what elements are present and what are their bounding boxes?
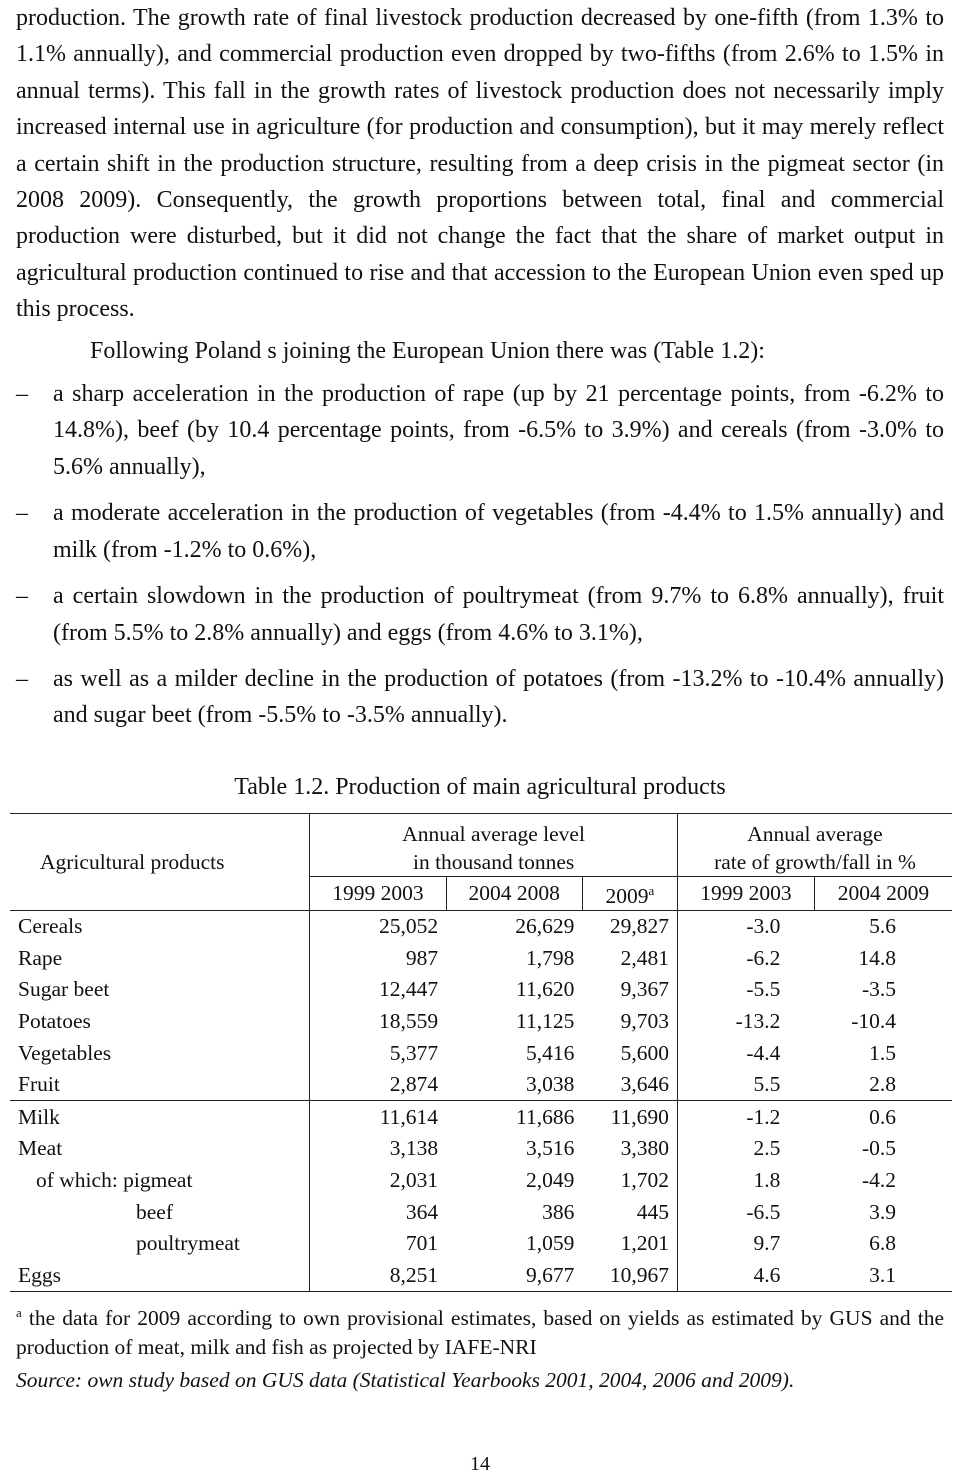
level-2004-2008: 11,620 bbox=[516, 977, 575, 1002]
table-row bbox=[10, 1228, 952, 1260]
list-item-text: a certain slowdown in the production of poultrymeat (from 9.7% to 6.8% annually), fruit (from 5.5% to 2.8% annually) and eggs (from 4.6% to 3.1%), bbox=[53, 583, 944, 646]
growth-1999-2003: 5.5 bbox=[753, 1072, 781, 1097]
level-1999-2003: 18,559 bbox=[378, 1008, 439, 1033]
column-header-products: Agricultural products bbox=[10, 813, 310, 910]
table-row bbox=[10, 974, 952, 1006]
level-2009: 9,703 bbox=[582, 1006, 677, 1038]
product-name: Potatoes bbox=[10, 1006, 310, 1038]
level-1999-2003: 12,447 bbox=[378, 977, 439, 1002]
product-name: of which: pigmeat bbox=[10, 1165, 310, 1197]
growth-1999-2003: -6.2 bbox=[746, 945, 781, 970]
list-item-text: a moderate acceleration in the production of vegetables (from -4.4% to 1.5% annually) and milk (from -1.2% to 0.6%), bbox=[53, 500, 944, 563]
column-group-growth bbox=[677, 813, 952, 876]
column-group-level bbox=[310, 813, 678, 876]
growth-1999-2003: -13.2 bbox=[735, 1008, 781, 1033]
table-row bbox=[10, 1069, 952, 1101]
level-2004-2008: 2,049 bbox=[525, 1167, 575, 1192]
level-2009: 1,702 bbox=[582, 1165, 677, 1197]
level-2004-2008: 3,516 bbox=[525, 1136, 575, 1161]
dash-bullet-icon: – bbox=[16, 583, 28, 610]
subheader-growth-2004-2009: 2004 2009 bbox=[837, 881, 930, 906]
level-2009: 11,690 bbox=[582, 1101, 677, 1133]
subheader-level-2004-2008: 2004 2008 bbox=[446, 876, 582, 910]
level-2004-2008: 3,038 bbox=[525, 1072, 575, 1097]
level-2004-2008: 11,125 bbox=[516, 1008, 575, 1033]
footnote-text: the data for 2009 according to own provisional estimates, based on yields as estimated by GUS and the production of meat, milk and fish as projected by IAFE-NRI bbox=[16, 1306, 944, 1360]
subheader-growth-1999-2003: 1999 2003 bbox=[677, 876, 814, 910]
level-2004-2008: 5,416 bbox=[525, 1040, 575, 1065]
level-1999-2003: 701 bbox=[405, 1231, 439, 1256]
product-name: poultrymeat bbox=[10, 1228, 310, 1260]
product-name: Fruit bbox=[10, 1069, 310, 1101]
table-row bbox=[10, 1165, 952, 1197]
level-2009: 29,827 bbox=[582, 910, 677, 942]
growth-1999-2003: 9.7 bbox=[753, 1231, 781, 1256]
growth-1999-2003: -4.4 bbox=[746, 1040, 781, 1065]
level-1999-2003: 3,138 bbox=[389, 1136, 439, 1161]
footnote-marker: a bbox=[16, 1305, 22, 1320]
level-2004-2008: 1,798 bbox=[525, 945, 575, 970]
list-item bbox=[16, 495, 944, 568]
list-item bbox=[16, 661, 944, 734]
level-2009: 9,367 bbox=[582, 974, 677, 1006]
level-1999-2003: 8,251 bbox=[389, 1262, 439, 1287]
group-growth-line-1: Annual average bbox=[747, 821, 883, 846]
bullet-list bbox=[16, 376, 944, 734]
product-name: Eggs bbox=[10, 1259, 310, 1291]
page-number: 14 bbox=[470, 1453, 490, 1475]
group-level-line-2: in thousand tonnes bbox=[412, 849, 575, 874]
level-1999-2003: 25,052 bbox=[378, 914, 439, 939]
table-row bbox=[10, 1196, 952, 1228]
level-1999-2003: 5,377 bbox=[389, 1040, 439, 1065]
body-paragraph-2: Following Poland s joining the European Union there was (Table 1.2): bbox=[90, 337, 765, 364]
growth-2004-2009: 5.6 bbox=[869, 914, 896, 939]
table-footnote bbox=[16, 1298, 944, 1362]
document-page bbox=[16, 0, 944, 1395]
table-caption: Table 1.2. Production of main agricultural products bbox=[234, 773, 726, 800]
table-row bbox=[10, 1037, 952, 1069]
table-row bbox=[10, 1101, 952, 1133]
dash-bullet-icon: – bbox=[16, 500, 28, 527]
growth-2004-2009: -10.4 bbox=[851, 1008, 896, 1033]
level-2009: 1,201 bbox=[582, 1228, 677, 1260]
growth-1999-2003: -1.2 bbox=[677, 1101, 814, 1133]
growth-2004-2009: 1.5 bbox=[869, 1040, 896, 1065]
product-name: Rape bbox=[10, 942, 310, 974]
production-table bbox=[10, 813, 952, 1292]
group-growth-line-2: rate of growth/fall in % bbox=[714, 849, 916, 874]
growth-2004-2009: 6.8 bbox=[869, 1231, 896, 1256]
table-row bbox=[10, 1006, 952, 1038]
group-level-line-1: Annual average level bbox=[402, 821, 585, 846]
table-row bbox=[10, 1259, 952, 1291]
growth-2004-2009: -0.5 bbox=[861, 1136, 896, 1161]
level-2009: 445 bbox=[582, 1196, 677, 1228]
table-row bbox=[10, 1133, 952, 1165]
product-name: Sugar beet bbox=[10, 974, 310, 1006]
growth-2004-2009: 0.6 bbox=[814, 1101, 952, 1133]
level-2004-2008: 1,059 bbox=[525, 1231, 575, 1256]
level-1999-2003: 2,031 bbox=[389, 1167, 439, 1192]
level-2009: 3,646 bbox=[582, 1069, 677, 1101]
product-name: beef bbox=[10, 1196, 310, 1228]
dash-bullet-icon: – bbox=[16, 381, 28, 408]
list-item bbox=[16, 578, 944, 651]
list-item bbox=[16, 376, 944, 485]
product-name: Milk bbox=[10, 1101, 310, 1133]
source-note: Source: own study based on GUS data (Statistical Yearbooks 2001, 2004, 2006 and 2009). bbox=[16, 1368, 795, 1393]
subheader-2009-text: 2009 bbox=[605, 883, 649, 908]
level-2004-2008: 26,629 bbox=[515, 914, 575, 939]
growth-2004-2009: 14.8 bbox=[858, 945, 896, 970]
level-2009: 5,600 bbox=[582, 1037, 677, 1069]
growth-2004-2009: -3.5 bbox=[861, 977, 896, 1002]
body-paragraph-1: production. The growth rate of final livestock production decreased by one-fifth (from 1.3% to 1.1% annually), and commercial production even dropped by two-fifths (from 2.6% to 1.5% in annual terms). This fall in the growth rates of livestock production does not necessarily imply increased internal use in agriculture (for production and consumption), but it may merely reflect a certain shift in the production structure, resulting from a deep crisis in the pigmeat sector (in 2008 2009). Consequently, the growth proportions between total, final and commercial production were disturbed, but it did not change the fact that the share of market output in agricultural production continued to rise and that accession to the European Union even sped up this process. bbox=[16, 5, 944, 323]
growth-2004-2009: 3.9 bbox=[869, 1199, 896, 1224]
growth-2004-2009: -4.2 bbox=[861, 1167, 896, 1192]
growth-1999-2003: -3.0 bbox=[746, 914, 781, 939]
growth-1999-2003: -6.5 bbox=[746, 1199, 781, 1224]
level-2004-2008: 9,677 bbox=[525, 1262, 575, 1287]
level-2009: 3,380 bbox=[582, 1133, 677, 1165]
level-1999-2003: 364 bbox=[405, 1199, 439, 1224]
list-item-text: as well as a milder decline in the production of potatoes (from -13.2% to -10.4% annually) and sugar beet (from -5.5% to -3.5% annually). bbox=[53, 665, 944, 729]
growth-2004-2009: 2.8 bbox=[869, 1072, 896, 1097]
level-2004-2008: 11,686 bbox=[446, 1101, 582, 1133]
level-1999-2003: 2,874 bbox=[389, 1072, 439, 1097]
table-row bbox=[10, 942, 952, 974]
growth-1999-2003: 1.8 bbox=[753, 1167, 781, 1192]
subheader-level-1999-2003: 1999 2003 bbox=[310, 876, 446, 910]
growth-1999-2003: -5.5 bbox=[746, 977, 781, 1002]
growth-1999-2003: 4.6 bbox=[753, 1262, 781, 1287]
dash-bullet-icon: – bbox=[16, 665, 28, 692]
footnote-marker: a bbox=[648, 882, 655, 898]
level-2009: 2,481 bbox=[582, 942, 677, 974]
level-2009: 10,967 bbox=[582, 1259, 677, 1291]
growth-2004-2009: 3.1 bbox=[869, 1262, 896, 1287]
level-1999-2003: 11,614 bbox=[310, 1101, 446, 1133]
table-row bbox=[10, 910, 952, 942]
growth-1999-2003: 2.5 bbox=[753, 1136, 781, 1161]
level-1999-2003: 987 bbox=[405, 945, 439, 970]
level-2004-2008: 386 bbox=[542, 1199, 575, 1224]
list-item-text: a sharp acceleration in the production of rape (up by 21 percentage points, from -6.2% to 14.8%), beef (by 10.4 percentage points, from -6.5% to 3.9%) and cereals (from -3.0% to 5.6% annually), bbox=[53, 381, 944, 480]
subheader-level-2009 bbox=[582, 876, 677, 910]
product-name: Meat bbox=[10, 1133, 310, 1165]
product-name: Vegetables bbox=[10, 1037, 310, 1069]
product-name: Cereals bbox=[10, 910, 310, 942]
